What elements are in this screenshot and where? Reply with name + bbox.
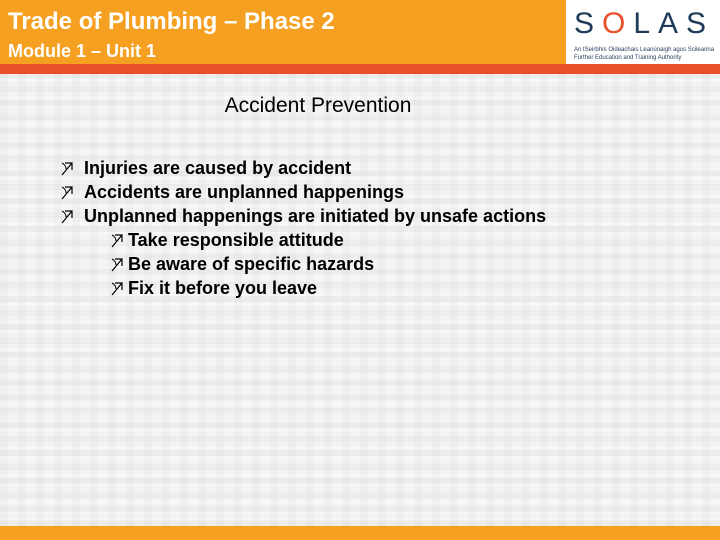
sub-bullet-text: Take responsible attitude — [128, 229, 344, 250]
bullet-arrow-icon — [110, 231, 126, 249]
bullet-text: Injuries are caused by accident — [84, 157, 352, 178]
header-bar — [0, 0, 566, 64]
logo-tagline-english: Further Education and Training Authority — [574, 55, 682, 61]
bullet-arrow-icon — [60, 159, 76, 177]
bullet-text: Accidents are unplanned happenings — [84, 181, 405, 202]
sub-bullet-item — [110, 276, 317, 300]
logo-tagline-irish: An tSeirbhís Oideachais Leanúnaigh agus Scileanna — [574, 47, 715, 53]
sub-bullet-text: Fix it before you leave — [128, 277, 318, 298]
module-subtitle: Module 1 – Unit 1 — [8, 41, 157, 61]
bullet-arrow-icon — [60, 207, 76, 225]
bullet-item — [60, 204, 546, 228]
bullet-item — [60, 156, 351, 180]
sub-bullet-item — [110, 228, 344, 252]
course-title: Trade of Plumbing – Phase 2 — [8, 8, 335, 35]
header-stripe — [0, 64, 720, 74]
sub-bullet-item — [110, 252, 374, 276]
bullet-arrow-icon — [110, 279, 126, 297]
solas-logo — [566, 0, 720, 64]
footer-bar — [0, 526, 720, 540]
bullet-arrow-icon — [110, 255, 126, 273]
bullet-text: Unplanned happenings are initiated by unsafe actions — [84, 205, 547, 226]
bullet-arrow-icon — [60, 183, 76, 201]
slide-heading: Accident Prevention — [224, 94, 412, 117]
bullet-item — [60, 180, 404, 204]
logo-wordmark: SOLAS — [574, 7, 715, 40]
sub-bullet-text: Be aware of specific hazards — [128, 253, 375, 274]
